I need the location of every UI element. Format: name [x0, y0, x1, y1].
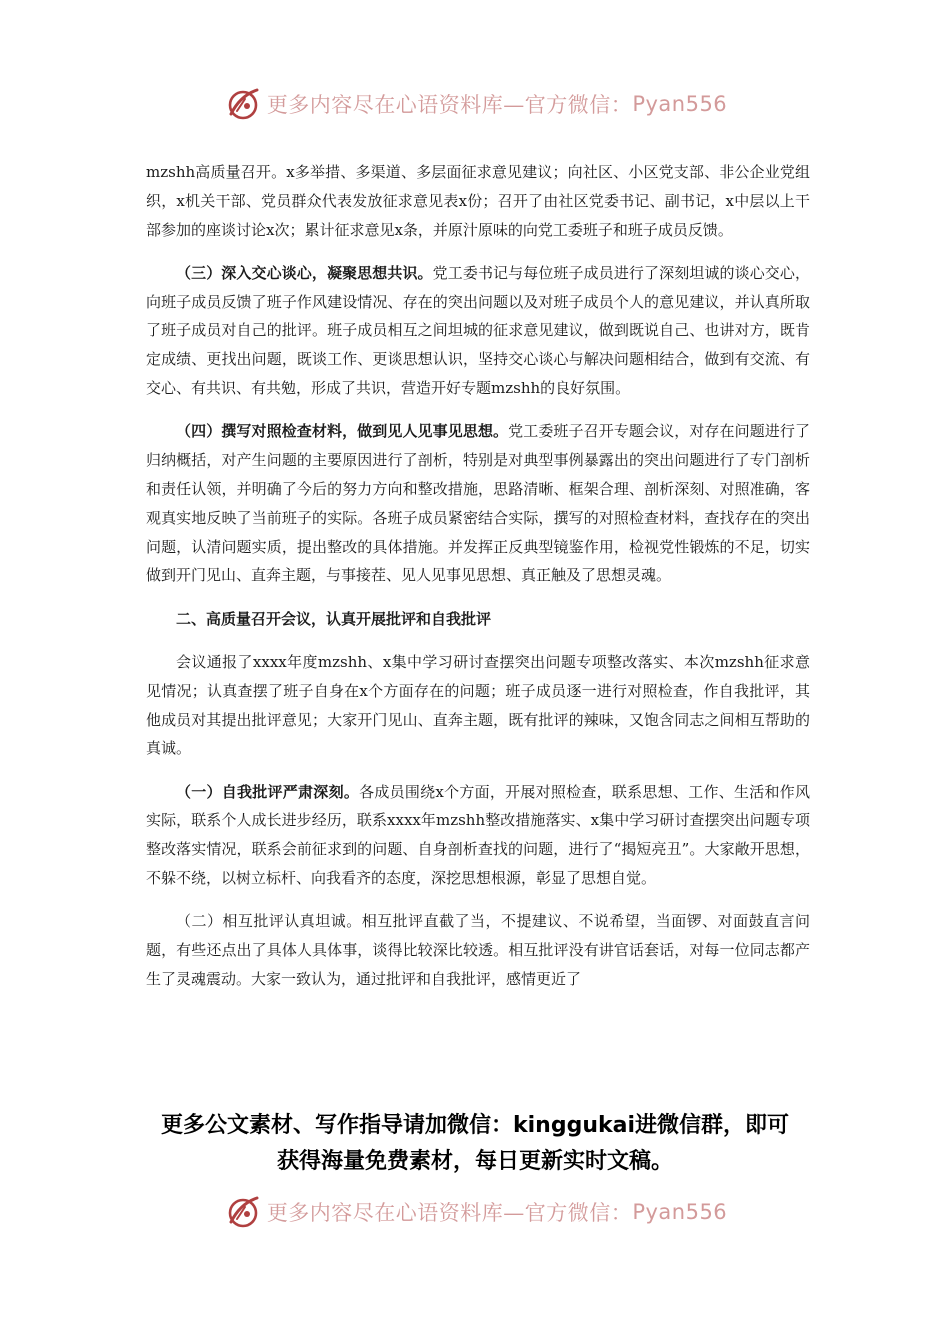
paragraph	[146, 907, 810, 993]
logo-icon	[223, 1192, 263, 1232]
section-heading: 二、高质量召开会议，认真开展批评和自我批评	[176, 609, 492, 628]
banner-wechat-id: Pyan556	[632, 1200, 728, 1224]
promo-notice	[130, 1108, 820, 1180]
paragraph-title: （四）撰写对照检查材料，做到见人见事见思想。	[176, 422, 509, 441]
promo-line-2: 获得海量免费素材，每日更新实时文稿。	[276, 1149, 673, 1174]
paragraph-text: 党工委班子召开专题会议，对存在问题进行了归纳概括，对产生问题的主要原因进行了剖析，特别是对典型事例暴露出的突出问题进行了专门剖析和责任认领，并明确了今后的努力方向和整改措施，思路清晰、框架合理、剖析深刻、对照准确，客观真实地反映了当前班子的实际。各班子成员紧密结合实际，撰写的对照检查材料，查找存在的突出问题，认清问题实质，提出整改的具体措施。并发挥正反典型镜鉴作用，检视党性锻炼的不足，切实做到开门见山、直奔主题，与事接茬、见人见事见思想、真正触及了思想灵魂。	[146, 422, 810, 585]
paragraph	[146, 778, 810, 893]
paragraph	[146, 417, 810, 590]
paragraph-text: （二）相互批评认真坦诚。相互批评直截了当，不提建议、不说希望，当面锣、对面鼓直言问题，有些还点出了具体人具体事，谈得比较深比较透。相互批评没有讲官话套话，对每一位同志都产生了灵魂震动。大家一致认为，通过批评和自我批评，感情更近了	[146, 912, 810, 988]
paragraph-title: （一）自我批评严肃深刻。	[176, 782, 360, 801]
footer-banner	[0, 1190, 950, 1234]
document-body	[146, 158, 810, 1008]
paragraph-text: 党工委书记与每位班子成员进行了深刻坦诚的谈心交心，向班子成员反馈了班子作风建设情况、存在的突出问题以及对班子成员个人的意见建议，并认真所取了班子成员对自己的批评。班子成员相互之间坦城的征求意见建议，做到既说自己、也讲对方，既肯定成绩、更找出问题，既谈工作、更谈思想认识，坚持交心谈心与解决问题相结合，做到有交流、有交心、有共识、有共勉，形成了共识，营造开好专题mzshh的良好氛围。	[146, 263, 810, 398]
paragraph	[146, 648, 810, 763]
logo-icon	[223, 84, 263, 124]
banner-text: 更多内容尽在心语资料库—官方微信：	[266, 1201, 633, 1225]
paragraph-title: （三）深入交心谈心，凝聚思想共识。	[176, 263, 433, 282]
paragraph-text: 各成员围绕x个方面，开展对照检查，联系思想、工作、生活和作风实际，联系个人成长进步经历，联系xxxx年mzshh整改措施落实、x集中学习研讨查摆突出问题专项整改落实情况，联系会前征求到的问题、自身剖析查找的问题，进行了“揭短亮丑”。大家敞开思想，不躲不绕，以树立标杆、向我看齐的态度，深挖思想根源，彰显了思想自觉。	[146, 782, 810, 888]
header-banner	[0, 82, 950, 126]
banner-wechat-id: Pyan556	[632, 92, 728, 116]
paragraph-text: 会议通报了xxxx年度mzshh、x集中学习研讨查摆突出问题专项整改落实、本次mzshh征求意见情况；认真查摆了班子自身在x个方面存在的问题；班子成员逐一进行对照检查，作自我批评，其他成员对其提出批评意见；大家开门见山、直奔主题，既有批评的辣味，又饱含同志之间相互帮助的真诚。	[146, 652, 810, 758]
paragraph-text: mzshh高质量召开。x多举措、多渠道、多层面征求意见建议；向社区、小区党支部、非公企业党组织，x机关干部、党员群众代表发放征求意见表x份；召开了由社区党委书记、副书记，x中层以上干部参加的座谈讨论x次；累计征求意见x条，并原汁原味的向党工委班子和班子成员反馈。	[146, 163, 810, 239]
paragraph	[146, 158, 810, 244]
banner-text: 更多内容尽在心语资料库—官方微信：	[266, 93, 633, 117]
promo-line-1: 更多公文素材、写作指导请加微信：kinggukai进微信群，即可	[160, 1113, 789, 1138]
paragraph	[146, 259, 810, 403]
